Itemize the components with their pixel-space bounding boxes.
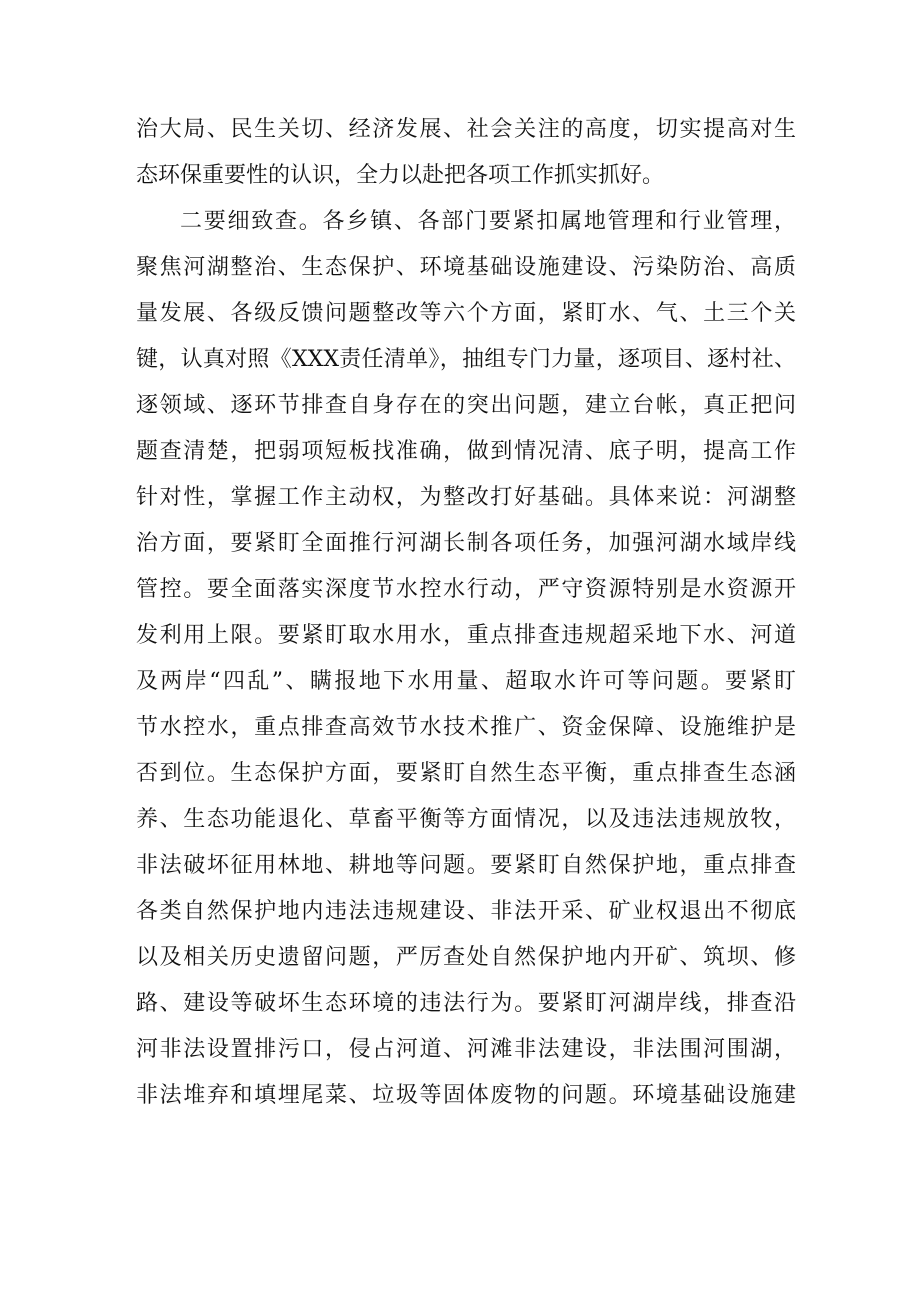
text-line-12: 发利用上限。要紧盯取水用水，重点排查违规超采地下水、河道: [136, 623, 796, 648]
text-line-14: 节水控水，重点排查高效节水技术推广、资金保障、设施维护是: [136, 715, 796, 740]
text-line-3: 二要细致查。各乡镇、各部门要紧扣属地管理和行业管理，: [180, 209, 796, 234]
text-line-8: 题查清楚，把弱项短板找准确，做到情况清、底子明，提高工作: [136, 439, 796, 464]
text-line-21: 河非法设置排污口，侵占河道、河滩非法建设，非法围河围湖，: [136, 1037, 796, 1062]
text-line-6: 键，认真对照《XXX责任清单》，抽组专门力量，逐项目、逐村社、: [136, 347, 796, 372]
text-line-22: 非法堆弃和填埋尾菜、垃圾等固体废物的问题。环境基础设施建: [136, 1083, 796, 1108]
text-line-10: 治方面，要紧盯全面推行河湖长制各项任务，加强河湖水域岸线: [136, 531, 796, 556]
text-line-20: 路、建设等破坏生态环境的违法行为。要紧盯河湖岸线，排查沿: [136, 991, 796, 1016]
text-line-2: 态环保重要性的认识，全力以赴把各项工作抓实抓好。: [136, 163, 665, 188]
text-line-1: 治大局、民生关切、经济发展、社会关注的高度，切实提高对生: [136, 117, 796, 142]
text-line-18: 各类自然保护地内违法违规建设、非法开采、矿业权退出不彻底: [136, 899, 796, 924]
text-line-17: 非法破坏征用林地、耕地等问题。要紧盯自然保护地，重点排查: [136, 853, 796, 878]
text-line-13: 及两岸“四乱”、瞒报地下水用量、超取水许可等问题。要紧盯: [136, 669, 796, 694]
text-line-15: 否到位。生态保护方面，要紧盯自然生态平衡，重点排查生态涵: [136, 761, 796, 786]
text-line-11: 管控。要全面落实深度节水控水行动，严守资源特别是水资源开: [136, 577, 796, 602]
text-line-19: 以及相关历史遗留问题，严厉查处自然保护地内开矿、筑坝、修: [136, 945, 796, 970]
text-line-7: 逐领域、逐环节排查自身存在的突出问题，建立台帐，真正把问: [136, 393, 796, 418]
text-line-4: 聚焦河湖整治、生态保护、环境基础设施建设、污染防治、高质: [136, 255, 796, 280]
text-line-9: 针对性，掌握工作主动权，为整改打好基础。具体来说：河湖整: [136, 485, 796, 510]
text-line-16: 养、生态功能退化、草畜平衡等方面情况，以及违法违规放牧，: [136, 807, 796, 832]
body-text: [136, 107, 796, 1119]
text-line-5: 量发展、各级反馈问题整改等六个方面，紧盯水、气、土三个关: [136, 301, 796, 326]
